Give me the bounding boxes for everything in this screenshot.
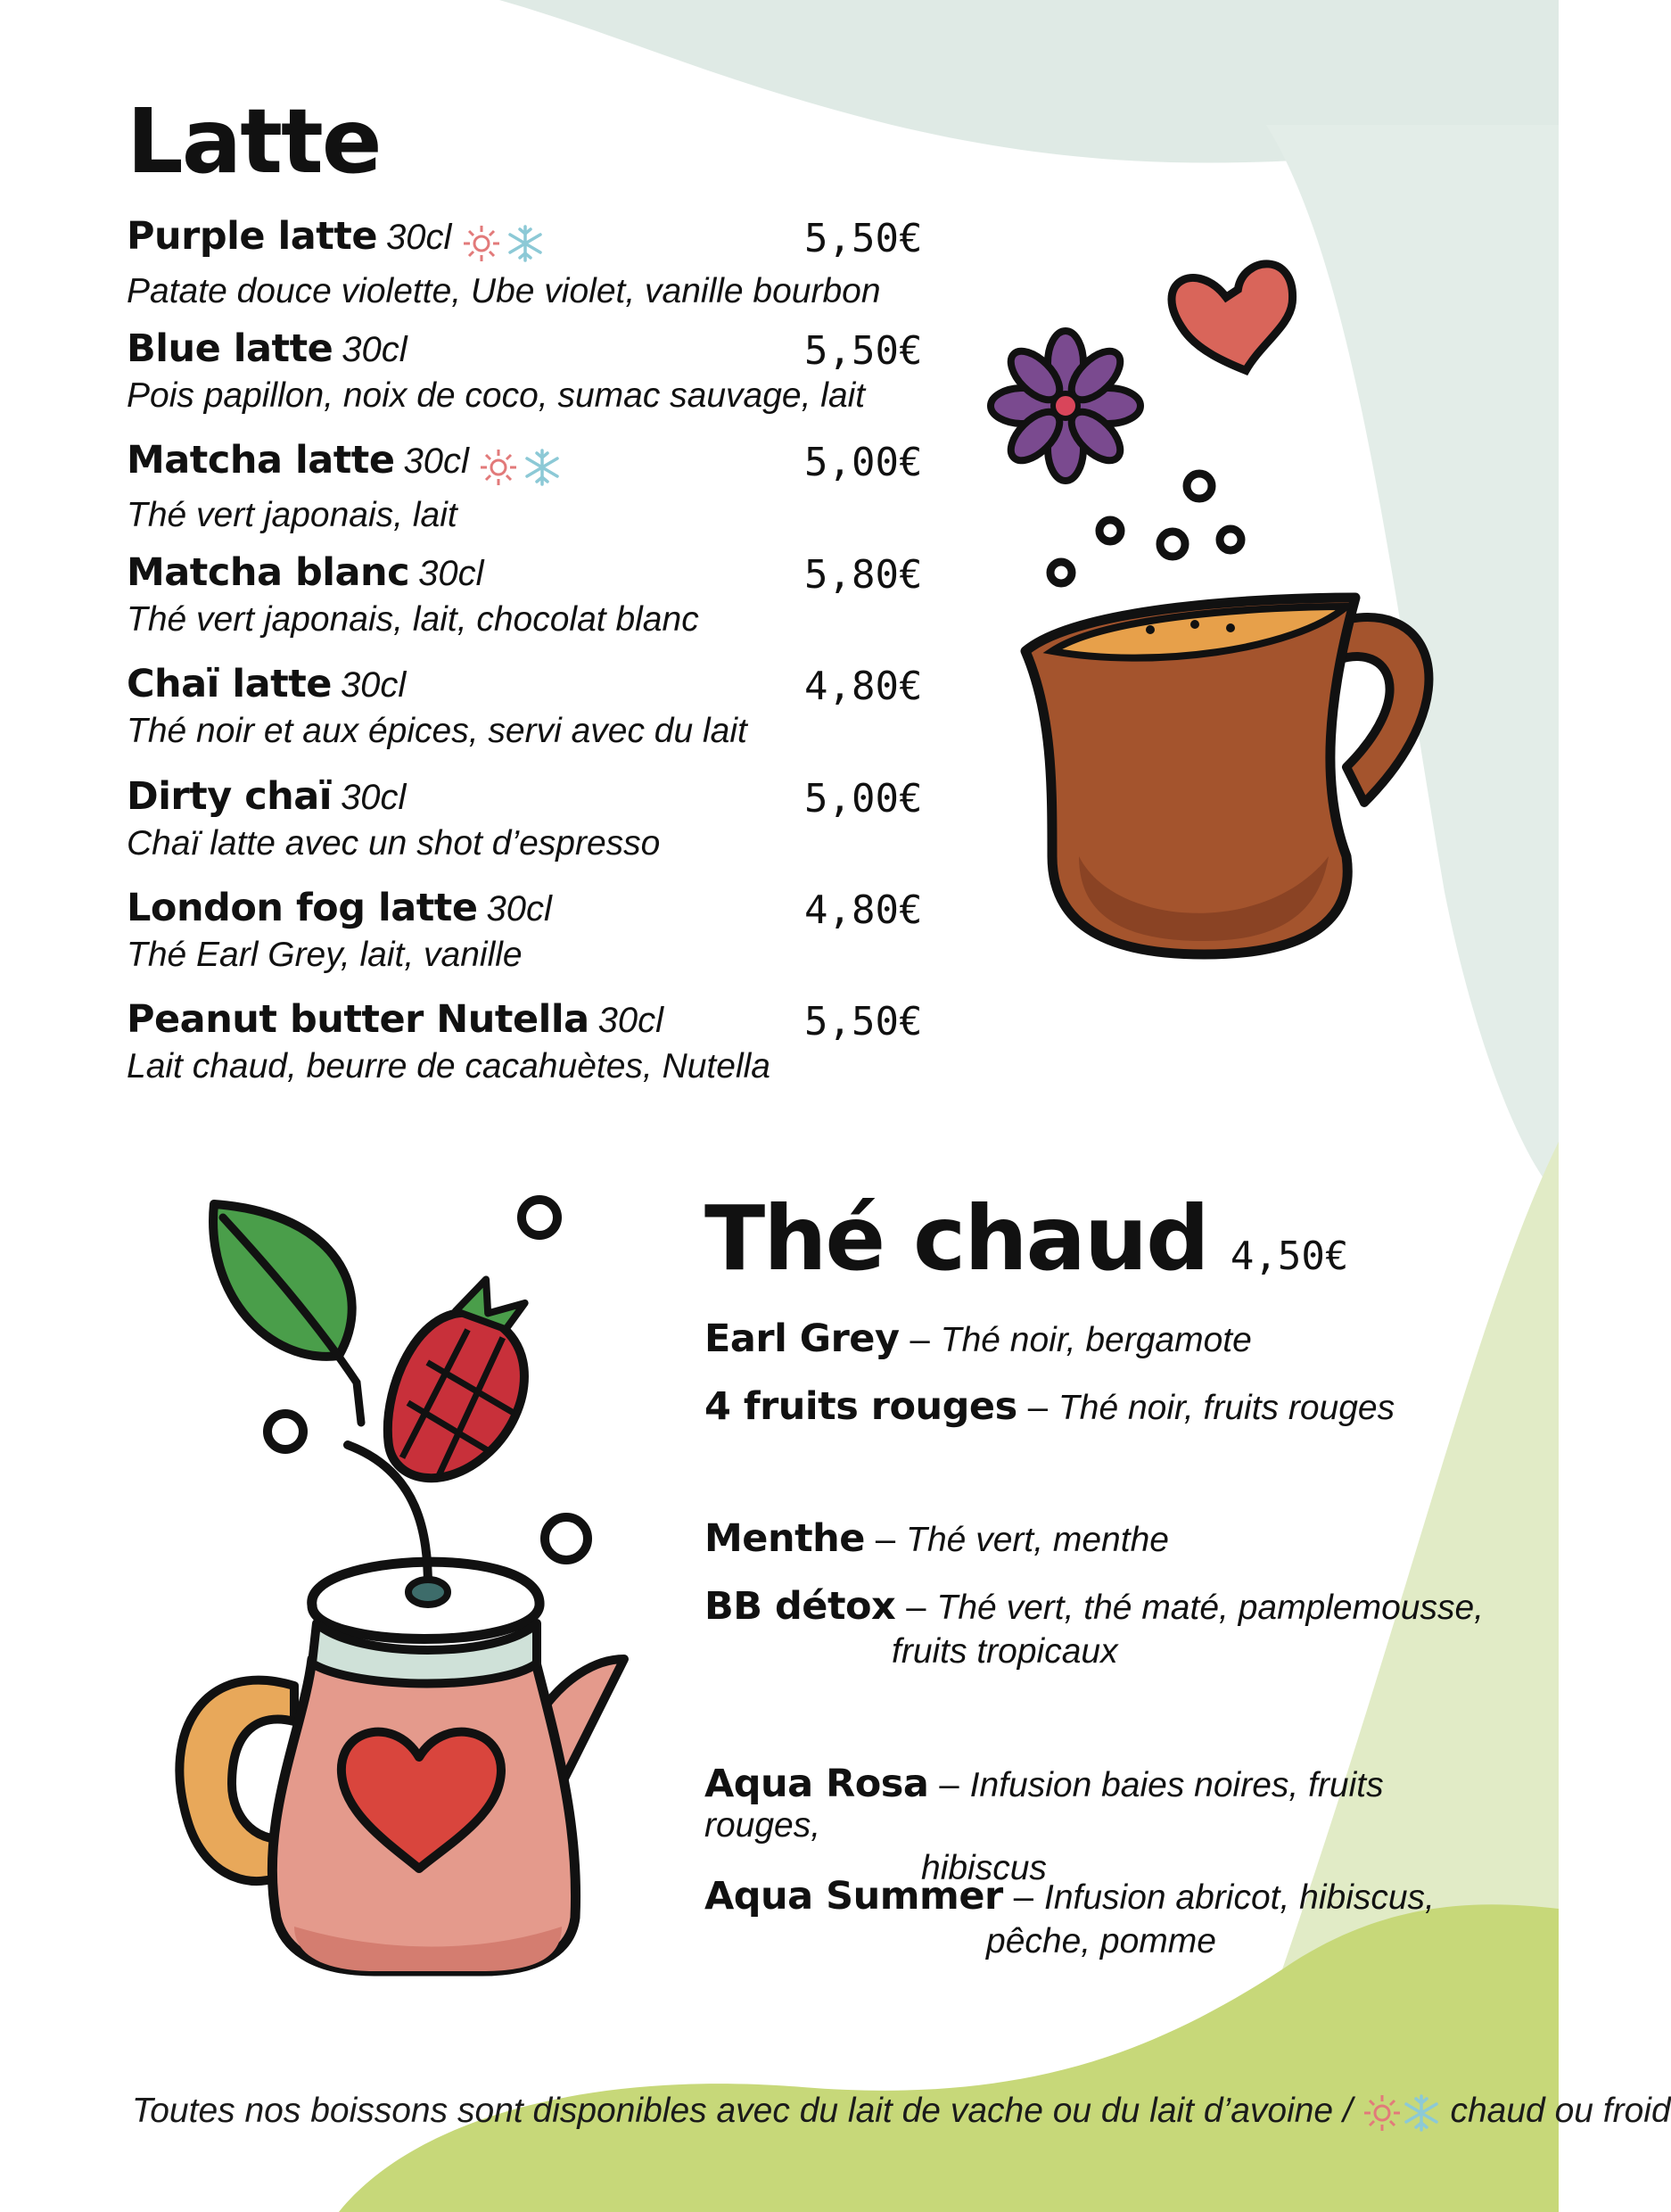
menu-item [127,214,929,311]
tea-desc-continued: fruits tropicaux [892,1632,1118,1671]
item-size: 30cl [403,442,469,481]
latte-title: Latte [127,89,381,194]
tea-item [704,1584,1507,1671]
item-name: Matcha blanc [127,550,410,595]
snowflake-icon [506,224,545,263]
tea-desc: Thé vert, thé maté, pamplemousse, [936,1589,1484,1627]
tea-desc: Thé noir, bergamote [940,1321,1252,1359]
item-size: 30cl [386,218,452,257]
item-price: 5,00€ [804,776,923,821]
tea-desc: Thé vert, menthe [906,1521,1169,1559]
strawberry-icon [367,1262,556,1501]
menu-item [127,550,929,640]
menu-item [127,886,929,975]
footnote [132,2092,1671,2133]
item-desc: Pois papillon, noix de coco, sumac sauvage, lait [127,376,866,415]
the-chaud-title: Thé chaud [704,1186,1208,1291]
tea-desc: Thé noir, fruits rouges [1058,1389,1395,1427]
menu-item [127,774,929,863]
item-name: Purple latte [127,214,378,259]
tea-separator: – [1027,1388,1048,1427]
tea-name: Earl Grey [704,1316,900,1361]
the-chaud-header [704,1186,1348,1291]
item-size: 30cl [597,1001,663,1040]
menu-item [127,326,929,416]
sun-icon [462,224,501,263]
item-size: 30cl [342,330,407,369]
snowflake-icon [1402,2093,1441,2133]
tea-item [704,1516,1507,1561]
the-chaud-price: 4,50€ [1230,1234,1349,1279]
tea-item [704,1316,1507,1361]
item-price: 4,80€ [804,887,923,933]
sun-icon [1362,2093,1402,2133]
tea-separator: – [1013,1878,1033,1917]
mug-illustration [972,232,1453,981]
item-name: Peanut butter Nutella [127,997,589,1042]
item-price: 5,50€ [804,328,923,374]
tea-item [704,1762,1507,1888]
item-size: 30cl [418,554,484,593]
item-price: 5,50€ [804,999,923,1044]
item-name: Blue latte [127,326,333,371]
item-price: 4,80€ [804,664,923,709]
flower-icon [991,331,1140,481]
tea-name: Menthe [704,1516,865,1561]
tea-desc: Infusion abricot, hibiscus, [1043,1878,1435,1917]
item-desc: Thé vert japonais, lait [127,495,457,534]
menu-item [127,438,929,535]
item-name: Dirty chaï [127,774,333,819]
tea-separator: – [875,1520,896,1559]
tea-separator: – [906,1588,926,1627]
hot-cold-icons [479,448,562,491]
tea-name: 4 fruits rouges [704,1384,1017,1429]
tea-name: Aqua Rosa [704,1762,929,1806]
snowflake-icon [523,448,562,487]
item-desc: Thé noir et aux épices, servi avec du lait [127,712,747,750]
item-size: 30cl [341,778,407,817]
footnote-suffix: chaud ou froid [1450,2092,1671,2130]
item-desc: Thé Earl Grey, lait, vanille [127,936,523,974]
menu-item [127,997,929,1086]
hot-cold-icons [462,224,545,267]
tea-name: Aqua Summer [704,1874,1003,1919]
tea-desc: Infusion baies noires, fruits rouges, [704,1766,1384,1845]
item-size: 30cl [486,889,552,929]
item-price: 5,80€ [804,552,923,598]
teapot-illustration [161,1177,642,1998]
item-desc: Chaï latte avec un shot d’espresso [127,824,661,863]
tea-item [704,1874,1507,1961]
heart-icon [1166,253,1310,385]
item-price: 5,00€ [804,440,923,485]
sun-icon [479,448,518,487]
item-desc: Patate douce violette, Ube violet, vanille bourbon [127,271,881,310]
item-price: 5,50€ [804,216,923,261]
tea-desc-continued: pêche, pomme [986,1922,1216,1960]
item-name: Chaï latte [127,662,332,706]
tea-separator: – [910,1320,930,1359]
tea-desc-continued: hibiscus [921,1849,1047,1887]
item-size: 30cl [340,665,407,705]
item-desc: Thé vert japonais, lait, chocolat blanc [127,600,699,639]
tea-name: BB détox [704,1584,896,1629]
item-name: Matcha latte [127,438,395,483]
item-desc: Lait chaud, beurre de cacahuètes, Nutella [127,1047,770,1085]
tea-separator: – [939,1765,959,1804]
item-name: London fog latte [127,886,478,930]
footnote-text: Toutes nos boissons sont disponibles avec du lait de vache ou du lait d’avoine / [132,2092,1353,2130]
leaf-icon [213,1204,361,1423]
tea-item [704,1384,1507,1429]
menu-item [127,662,929,751]
